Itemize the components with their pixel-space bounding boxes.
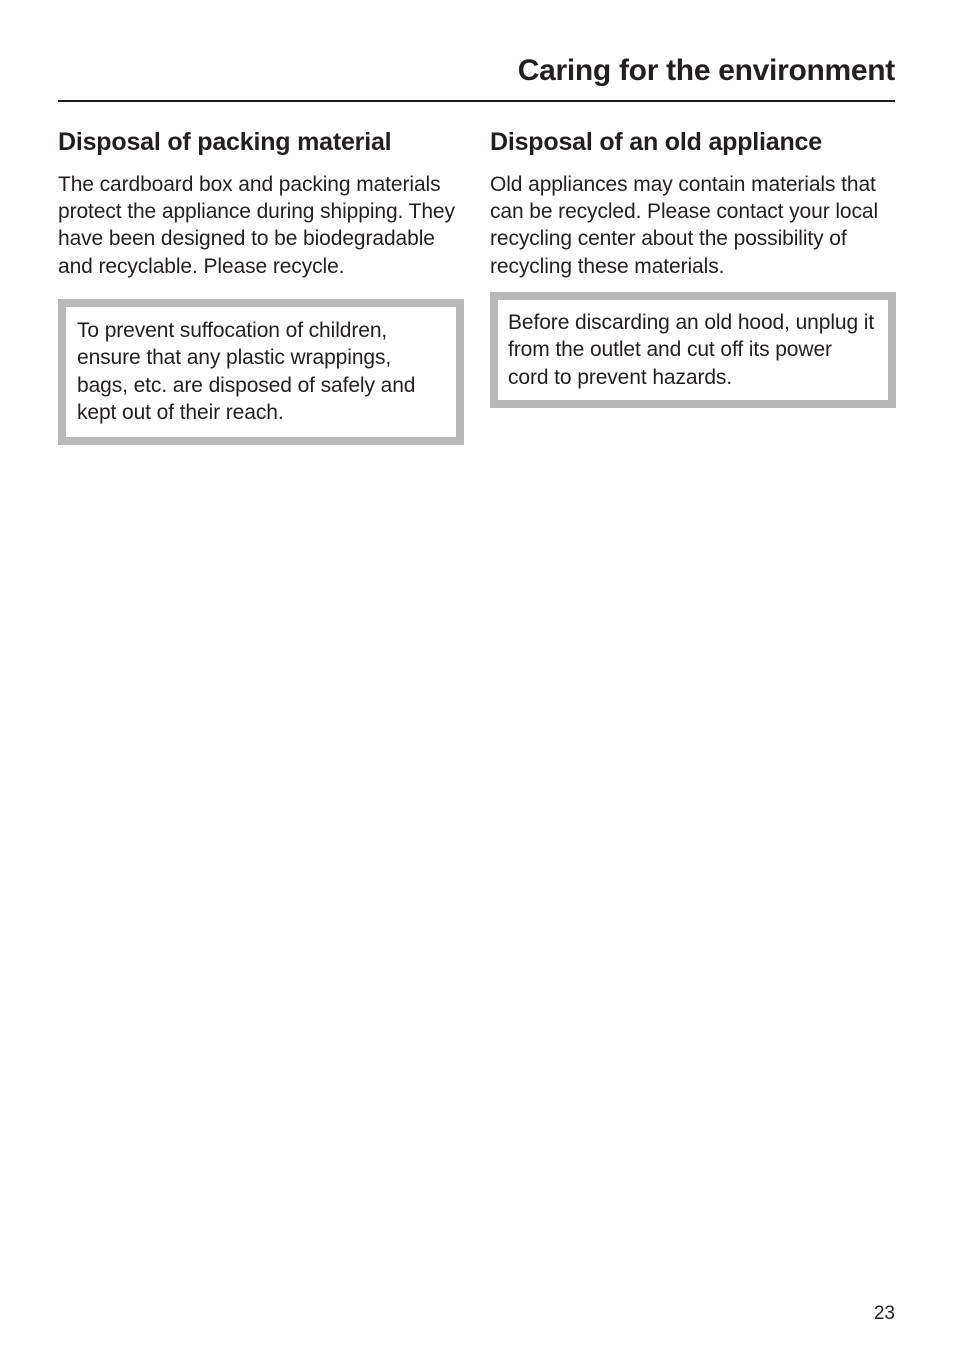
section-body: The cardboard box and packing materials protect the appliance during shipping. They have been designed to be biodegradable and recyclable. Please recycle. (58, 173, 455, 278)
section-packing-material (58, 124, 464, 445)
section-heading: Disposal of packing material (58, 128, 392, 156)
warning-box: Before discarding an old hood, unplug it from the outlet and cut off its power cord to prevent hazards. (490, 292, 896, 409)
warning-box: To prevent suffocation of children, ensure that any plastic wrappings, bags, etc. are disposed of safely and kept out of their reach. (58, 299, 464, 445)
section-heading: Disposal of an old appliance (490, 128, 822, 156)
page-number: 23 (873, 1303, 895, 1324)
section-old-appliance (490, 124, 896, 408)
section-body: Old appliances may contain materials that can be recycled. Please contact your local recycling center about the possibility of recycling these materials. (490, 173, 879, 278)
title-divider (58, 100, 895, 102)
page-title: Caring for the environment (517, 54, 895, 87)
